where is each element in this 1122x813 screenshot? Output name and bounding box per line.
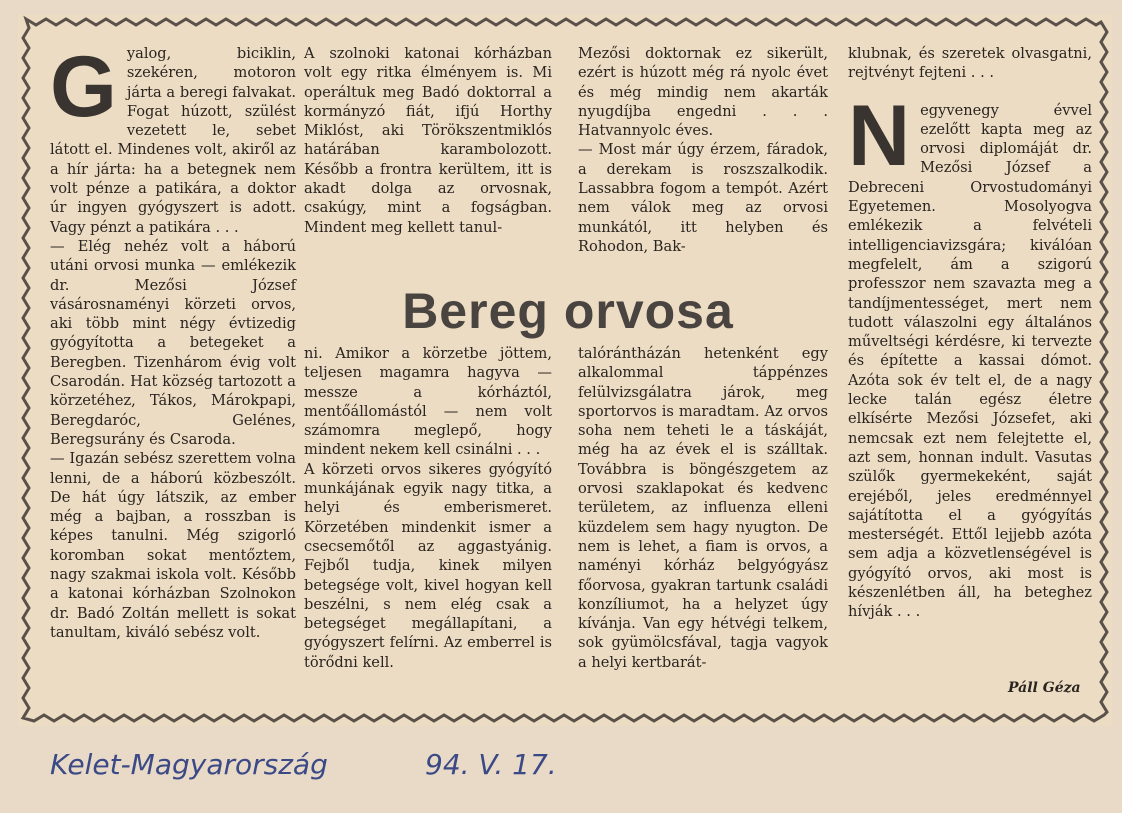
paragraph: — Igazán sebész szerettem volna lenni, de a háború közbeszólt. De hát úgy látszik, az ember még a bajban, a rosszban is képes tanulni. Még szigorló koromban sokat mentőztem, nagy szakmai iskola volt. Később a katonai kórházban Szolnokon dr. Badó Zoltán mellett is sokat tanultam, kiváló sebész volt.: [50, 450, 296, 641]
paragraph: klubnak, és szeretek olvasgatni, rejtvényt fejteni . . .: [848, 45, 1092, 82]
column-1: [50, 39, 296, 642]
column-2-bottom: [304, 344, 552, 672]
headline: Bereg orvosa: [402, 283, 734, 339]
column-2-top: [304, 44, 552, 237]
paragraph: Mezősi doktornak ez sikerült, ezért is húzott még rá nyolc évet és még mindig nem akarták nyugdíjba engedni . . . Hatvannyolc éves.: [578, 45, 828, 140]
paragraph: ni. Amikor a körzetbe jöttem, teljesen magamra hagyva — messze a kórháztól, mentőállomástól — nem volt számomra meglepő, hogy mindent nekem kell csinálni . . .: [304, 345, 552, 459]
column-3-top: [578, 44, 828, 256]
column-4: [848, 44, 1092, 622]
paragraph: yalog, biciklin, szekéren, motoron járta a beregi falvakat. Fogat húzott, szülést vezetett le, sebet látott el. Mindenes volt, akiről az a hír járta: ha a betegnek nem volt pénze a patikára, a doktor úr ingyen gyógyszert is adott. Vagy pénzt a patikára . . .: [50, 45, 296, 236]
paragraph: — Elég nehéz volt a háború utáni orvosi munka — emlékezik dr. Mezősi József vásárosnaményi körzeti orvos, aki több mint négy évtizedig gyógyította a betegeket a Beregben. Tizenhárom évig volt Csarodán. Hat község tartozott a körzetéhez, Tákos, Márokpapi, Beregdaróc, Gelénes, Beregsurány és Csaroda.: [50, 237, 296, 448]
column-3-bottom: [578, 344, 828, 672]
handwritten-date: 94. V. 17.: [425, 748, 557, 781]
newspaper-clipping: [18, 14, 1112, 726]
paragraph: egyvenegy évvel ezelőtt kapta meg az orvosi diplomáját dr. Mezősi József a Debreceni Orvostudományi Egyetemen. Mosolyogva emlékezik a felvételi intelligenciavizsgára; kiválóan megfelelt, ám a szigorú professzor nem szavazta meg a tandíjmentességet, mert nem tudott válaszolni egy általános műveltségi kérdésre, ki tervezte és építette a kassai dómot. Azóta sok év telt el, de a nagy lecke talán egész életre elkísérte Mezősi Józsefet, aki nemcsak ezt nem felejtette el, azt sem, honnan indult. Vasutas szülők gyermekeként, saját erejéből, jeles eredménnyel sajátította el a gyógyítás mesterségét. Ettől lejjebb azóta sem adja a közvetlenségével is gyógyító orvos, aki most is készenlétben áll, ha beteghez hívják . . .: [848, 101, 1092, 621]
byline: Páll Géza: [1008, 680, 1081, 696]
paragraph: talórántházán hetenként egy alkalommal táppénzes felülvizsgálatra járok, meg sportorvos is maradtam. Az orvos soha nem teheti le a táskáját, még ha az évek el is szálltak. Továbbra is böngészgetem az orvosi szaklapokat és kedvenc területem, az influenza elleni küzdelem sem hagy nyugton. De nem is lehet, a fiam is orvos, a naményi kórház belgyógyász főorvosa, gyakran tartunk családi konzíliumot, ha a helyzet úgy kívánja. Van egy hétvégi telkem, sok gyümölcsfával, tagja vagyok a helyi kertbarát-: [578, 345, 828, 671]
paragraph: — Most már úgy érzem, fáradok, a derekam is roszszalkodik. Lassabbra fogom a tempót. Azért nem válok meg az orvosi munkától, itt helyben és Rohodon, Bak-: [578, 141, 828, 255]
handwritten-source: Kelet-Magyarország: [50, 748, 328, 781]
paragraph: A körzeti orvos sikeres gyógyító munkájának egyik nagy titka, a helyi és emberismeret. Körzetében mindenkit ismer a csecsemőtől az aggastyánig. Fejből tudja, kinek milyen betegsége volt, kivel hogyan kell beszélni, s nem elég csak a betegséget megállapítani, a gyógyszert felírni. Az emberrel is törődni kell.: [304, 460, 552, 671]
paragraph: A szolnoki katonai kórházban volt egy ritka élményem is. Mi operáltuk meg Badó doktorral a kormányzó fiát, ifjú Horthy Miklóst, aki Törökszentmiklós határában karambolozott. Később a frontra kerültem, itt is akadt dolga az orvosnak, csakúgy, mint a fogságban. Mindent meg kellett tanul-: [304, 45, 552, 236]
dropcap-g: G: [50, 39, 117, 135]
dropcap-n: N: [848, 87, 911, 184]
